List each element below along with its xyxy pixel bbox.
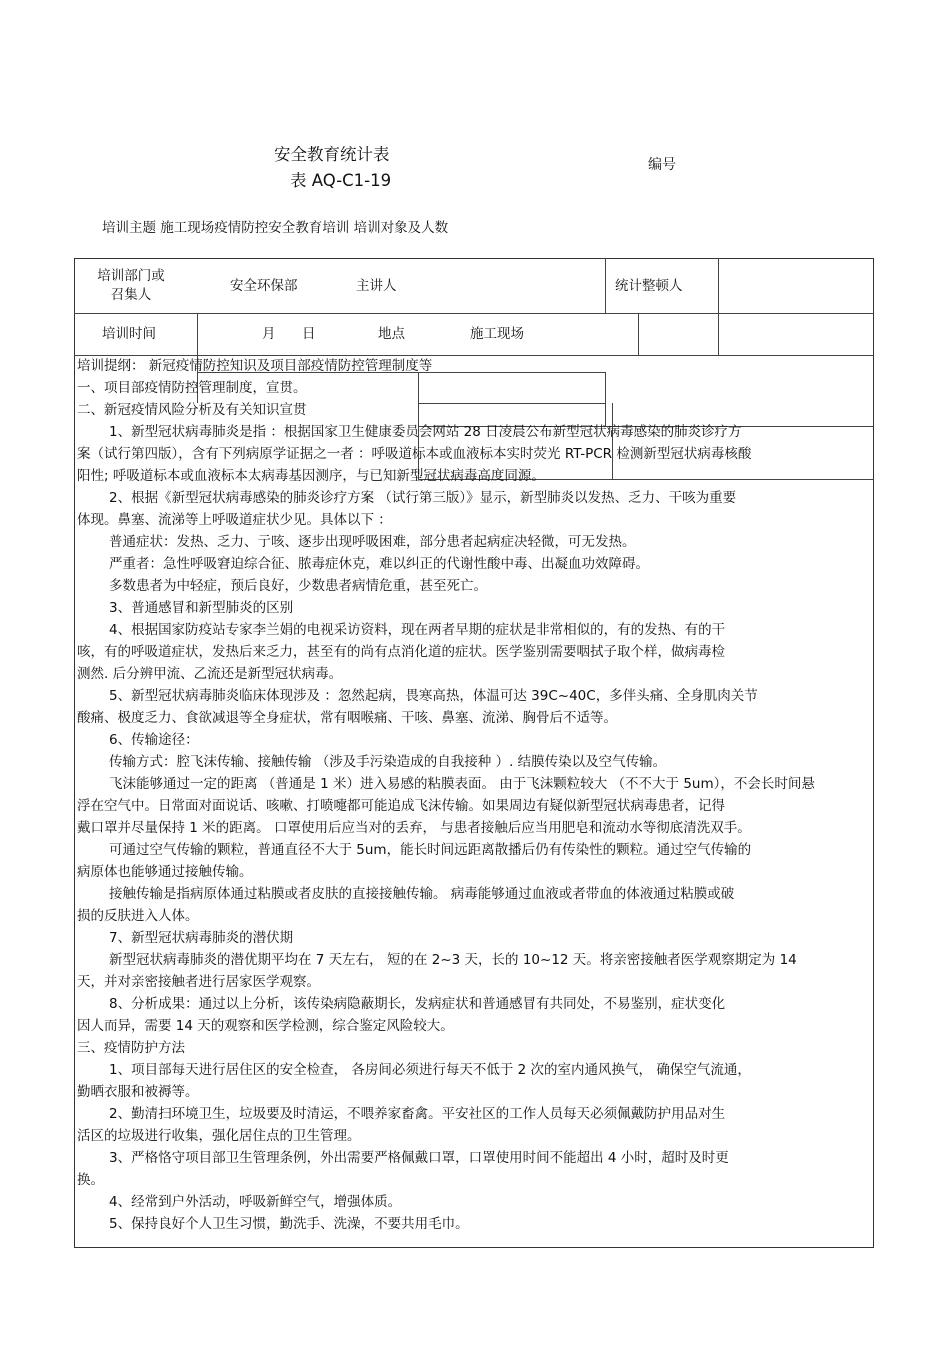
paragraph-line: 5、保持良好个人卫生习惯，勤洗手、洗澡，不要共用毛巾。	[109, 1216, 469, 1232]
paragraph-line: 浮在空气中。日常面对面说话、咳嗽、打喷嚏都可能追成飞沫传输。如果周边有疑似新型冠状病毒患者，记得	[77, 798, 725, 814]
paragraph-line: 7、新型冠状病毒肺炎的潜伏期	[109, 930, 294, 946]
section-heading: 一、项目部疫情防控管理制度，宣贯。	[77, 380, 307, 396]
paragraph-line: 6、传输途径：	[109, 732, 199, 748]
number-label: 编号	[648, 157, 676, 173]
dept-label-line1: 培训部门或	[97, 268, 165, 284]
paragraph-line: 阳性; 呼吸道标本或血液标本太病毒基因测序，与已知新型冠状病毒高度同源。	[77, 468, 545, 484]
column-divider	[605, 258, 606, 313]
paragraph-line: 测然. 后分辨甲流、乙流还是新型冠状病毒。	[77, 666, 343, 682]
paragraph-line: 咳，有的呼吸道症状，发热后来乏力，甚至有的尚有点消化道的症状。医学鉴别需要咽拭子取个样，做病毒检	[77, 644, 725, 660]
paragraph-line: 传输方式：腔飞沫传输、接触传输 （涉及手污染造成的自我接种 ）. 结膜传染以及空气传输。	[109, 754, 667, 770]
paragraph-line: 病原体也能够通过接触传输。	[77, 864, 253, 880]
paragraph-line: 体现。鼻塞、流涕等上呼吸道症状少见。具体以下 ：	[77, 512, 392, 528]
speaker-label: 主讲人	[356, 278, 397, 294]
paragraph-line: 损的反肤进入人体。	[77, 908, 199, 924]
paragraph-line: 4、根据国家防疫站专家李兰娟的电视采访资料，现在两者早期的症状是非常相似的，有的发热、有的干	[109, 622, 726, 638]
row-divider	[74, 313, 874, 314]
paragraph-line: 勤晒衣服和被褥等。	[77, 1084, 199, 1100]
paragraph-line: 多数患者为中轻症，预后良好，少数患者病情危重，甚至死亡。	[109, 578, 487, 594]
paragraph-line: 2、勤清扫环境卫生，垃圾要及时清运，不喂养家畜禽。平安社区的工作人员每天必须佩戴防护用品对生	[109, 1106, 726, 1122]
paragraph-line: 1、项目部每天进行居住区的安全检查， 各房间必须进行每天不低于 2 次的室内通风换气， 确保空气流通，	[109, 1062, 751, 1078]
paragraph-line: 天，并对亲密接触者进行居家医学观察。	[77, 974, 320, 990]
document-title: 安全教育统计表	[274, 145, 390, 164]
month-label: 月	[262, 326, 276, 342]
paragraph-line: 酸痛、极度乏力、食欲减退等全身症状，常有咽喉痛、干咳、鼻塞、流涕、胸骨后不适等。	[77, 710, 617, 726]
day-label: 日	[302, 326, 316, 342]
paragraph-line: 可通过空气传输的颗粒，普通直径不大于 5um，能长时间远距离散播后仍有传染性的颗粒。通过空气传输的	[109, 842, 752, 858]
time-label: 培训时间	[102, 326, 156, 342]
form-number: 表 AQ-C1-19	[290, 171, 392, 190]
place-label: 地点	[378, 326, 405, 342]
dept-value: 安全环保部	[230, 278, 298, 294]
paragraph-line: 1、新型冠状病毒肺炎是指 ：根据国家卫生健康委员会网站 28 日凌晨公布新型冠状病毒感染的肺炎诊疗方	[109, 424, 742, 440]
dept-label-line2: 召集人	[110, 287, 152, 303]
column-divider	[718, 258, 719, 355]
paragraph-line: 8、分析成果：通过以上分析，该传染病隐蔽期长，发病症状和普通感冒有共同处，不易鉴别，症状变化	[109, 996, 726, 1012]
paragraph-line: 普通症状：发热、乏力、亍咳、逐步出现呼吸困难，部分患者起病症决轻微，可无发热。	[109, 534, 636, 550]
place-value: 施工现场	[470, 326, 524, 342]
paragraph-line: 接触传输是指病原体通过粘膜或者皮肤的直接接触传输。 病毒能够通过血液或者带血的体液通过粘膜或破	[109, 886, 735, 902]
paragraph-line: 戴口罩并尽量保持 1 米的距离。 口罩使用后应当对的丢弃， 与患者接触后应当用肥皂和流动水等彻底清洗双手。	[77, 820, 751, 836]
section-heading: 二、新冠疫情风险分析及有关知识宣贯	[77, 402, 307, 418]
paragraph-line: 活区的垃圾进行收集，强化居住点的卫生管理。	[77, 1128, 361, 1144]
column-divider	[638, 313, 639, 355]
paragraph-line: 新型冠状病毒肺炎的潜优期平均在 7 天左右， 短的在 2~3 天，长的 10~12 天。将亲密接触者医学观察期定为 14	[109, 952, 797, 968]
training-content	[77, 355, 903, 1235]
paragraph-line: 因人而异，需要 14 天的观察和医学检测，综合鉴定风险较大。	[77, 1018, 454, 1034]
paragraph-line: 3、严格恪守项目部卫生管理条例，外出需要严格佩戴口罩，口罩使用时间不能超出 4 小时，超时及时更	[109, 1150, 729, 1166]
paragraph-line: 5、新型冠状病毒肺炎临床体现涉及 ：忽然起病，畏寒高热，体温可达 39C~40C，多伴头痛、全身肌肉关节	[109, 688, 758, 704]
paragraph-line: 飞沫能够通过一定的距离 （普通是 1 米）进入易感的粘膜表面。 由于飞沫颗粒较大 （不不大于 5um），不会长时间悬	[109, 776, 815, 792]
outline-line: 培训提纲： 新冠疫情防控知识及项目部疫情防控管理制度等	[77, 358, 433, 374]
paragraph-line: 换。	[77, 1172, 104, 1188]
paragraph-line: 2、根据《新型冠状病毒感染的肺炎诊疗方案 （试行第三版）》显示，新型肺炎以发热、乏力、干咳为重要	[109, 490, 737, 506]
paragraph-line: 4、经常到户外活动，呼吸新鲜空气，增强体质。	[109, 1194, 402, 1210]
stats-label: 统计整顿人	[615, 278, 683, 294]
dept-label	[76, 267, 186, 305]
paragraph-line: 严重者：急性呼吸窘迫综合征、脓毒症休克，难以纠正的代谢性酸中毒、出凝血功效障碍。	[109, 556, 649, 572]
paragraph-line: 案（试行第四版），含有下列病原学证据之一者 ：呼吸道标本或血液标本实时荧光 RT-PCR 检测新型冠状病毒核酸	[77, 446, 752, 462]
section-heading: 三、疫情防护方法	[77, 1040, 185, 1056]
paragraph-line: 3、普通感冒和新型肺炎的区别	[109, 600, 294, 616]
training-subject-line: 培训主题 施工现场疫情防控安全教育培训 培训对象及人数	[102, 220, 449, 236]
